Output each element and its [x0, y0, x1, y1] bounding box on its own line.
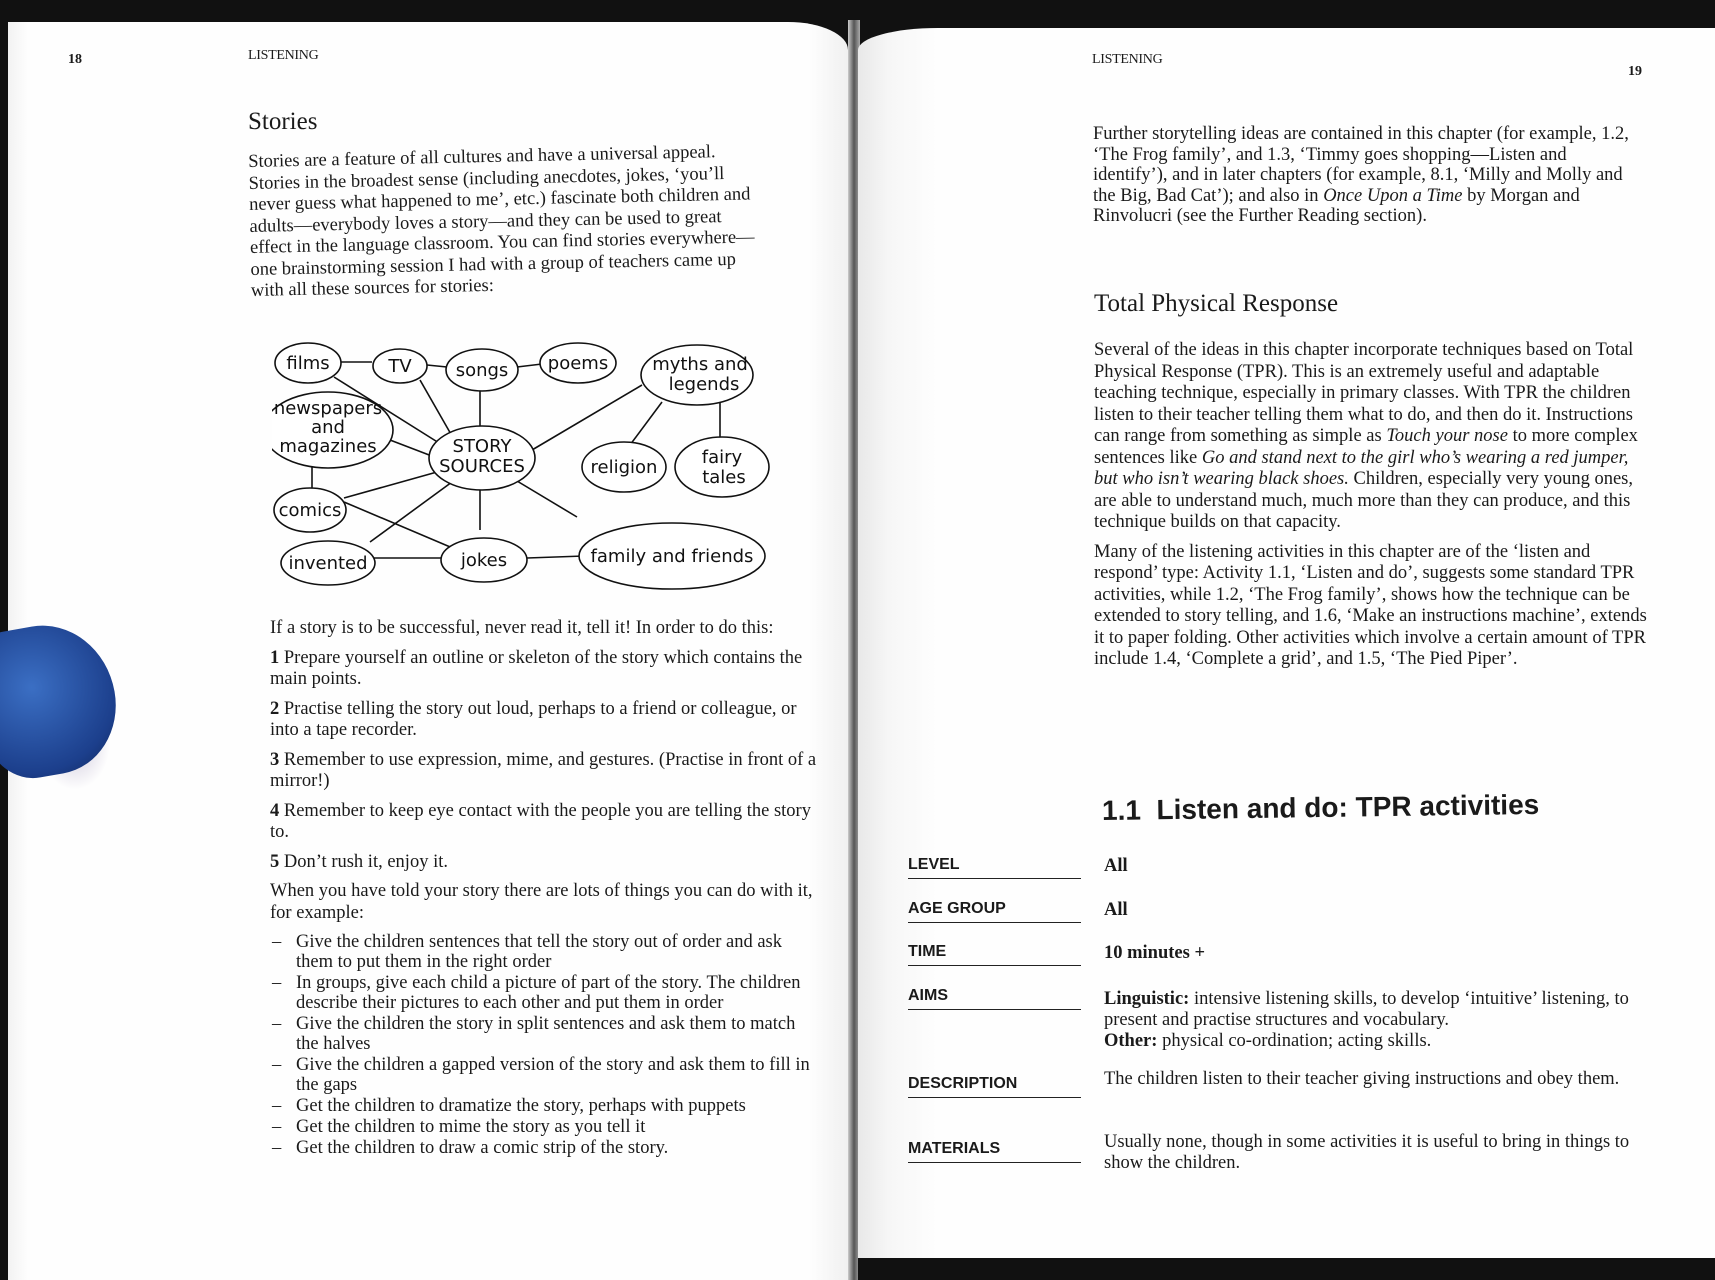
edge-songs-poems — [517, 364, 542, 367]
node-newspapers-label-1: newspapers — [273, 398, 383, 419]
node-poems-label: poems — [547, 353, 609, 374]
edge-tv-center — [420, 380, 452, 436]
activity-number: 1.1 — [1101, 794, 1142, 827]
edge-center-invented — [370, 482, 452, 542]
further-text: Further storytelling ideas are contained in this chapter (for example, 1.2, ‘The Frog family’, and 1.3, ‘Timmy goes shopping—Listen and identify’), and in later chapters (for example, 8.1, ‘Milly and Molly and the Big, Bad Cat’); and also in Once Upon a Time by Morgan and Rinvolucri (see the Further Reading section). — [1093, 124, 1629, 226]
center-label-2: SOURCES — [439, 456, 525, 477]
materials-label: MATERIALS — [908, 1140, 1081, 1163]
edge-tv-songs — [427, 365, 447, 367]
edge-center-myths — [532, 385, 642, 450]
edge-comics-jokes — [344, 502, 462, 552]
node-fairy-label-2: tales — [702, 467, 746, 488]
aims-value: Linguistic: intensive listening skills, to develop ‘intuitive’ listening, to present and practise structures and vocabulary. Other: physical co-ordination; acting skills. — [1104, 989, 1629, 1051]
description-label: DESCRIPTION — [908, 1075, 1081, 1098]
center-label-1: STORY — [452, 436, 512, 457]
level-label: LEVEL — [908, 856, 1081, 879]
section-title-tpr: Total Physical Response — [1094, 290, 1339, 317]
idea-item: – Give the children sentences that tell the story out of order and ask them to put them in the right order — [270, 932, 820, 972]
step-2: 2 Practise telling the story out loud, perhaps to a friend or colleague, or into a tape recorder. — [270, 698, 797, 740]
node-songs-label: songs — [455, 360, 509, 381]
right-page-number: 19 — [1628, 64, 1642, 79]
time-label: TIME — [908, 943, 1081, 966]
tpr-paragraph-1: Several of the ideas in this chapter incorporate techniques based on Total Physical Response (TPR). This is an extremely useful and adaptable teaching technique, especially in primary classes. With TPR the children listen to their teacher telling them what to do, and then do it. Instructions can range from something as simple as Touch your nose to more complex sentences like Go and stand next to the girl who’s wearing a red jumper, but who isn’t wearing black shoes. Children, especially very young ones, are able to understand much, much more than they can produce, and this technique builds on that capacity. — [1094, 340, 1638, 532]
idea-item: – Give the children a gapped version of the story and ask them to fill in the gaps — [270, 1055, 820, 1095]
node-tv-label: TV — [388, 356, 412, 377]
node-religion-label: religion — [590, 457, 658, 478]
steps-block — [270, 618, 820, 1159]
node-films-label: films — [286, 353, 330, 374]
edge-myths-religion — [630, 402, 662, 445]
book-title: Once Upon a Time — [1323, 185, 1463, 206]
intro-text: Stories are a feature of all cultures and have a universal appeal. Stories in the broadest sense (including anecdotes, jokes, ‘you’ll never guess what happened to me’, etc.) fascinate both children and adults—everybody loves a story—and they can be used to great effect in the language classroom. You can find stories everywhere—one brainstorming session I had with a group of teachers came up with all these sources for stories: — [248, 142, 755, 301]
level-value: All — [1104, 856, 1128, 876]
edge-comics-center — [344, 472, 437, 498]
idea-item: – Give the children the story in split sentences and ask them to match the halves — [270, 1014, 820, 1054]
activity-title: Listen and do: TPR activities — [1156, 788, 1540, 826]
section-title-stories: Stories — [248, 108, 318, 135]
time-value: 10 minutes + — [1104, 943, 1205, 963]
ideas-list — [270, 932, 820, 1158]
step-4: 4 Remember to keep eye contact with the people you are telling the story to. — [270, 800, 811, 842]
page-bottom-edge — [858, 1258, 1715, 1280]
tpr-paragraph-2: Many of the listening activities in this chapter are of the ‘listen and respond’ type: Activity 1.1, ‘Listen and do’, suggests some standard TPR activities, while 1.2, ‘The Frog family’, shows how the technique can be extended to story telling, and 1.6, ‘Make an instructions machine’, extends it to paper folding. Other activities which involve a certain amount of TPR include 1.4, ‘Complete a grid’, and 1.5, ‘The Pied Piper’. — [1094, 541, 1647, 669]
story-sources-diagram — [272, 330, 832, 590]
aims-label: AIMS — [908, 987, 1081, 1010]
after-paragraph: When you have told your story there are lots of things you can do with it, for example: — [270, 881, 813, 923]
right-running-head: LISTENING — [1092, 52, 1163, 67]
idea-item: – In groups, give each child a picture of part of the story. The children describe their pictures to each other and put them in order — [270, 973, 820, 1013]
node-newspapers-label-2: and — [311, 417, 345, 438]
further-ideas-paragraph — [1093, 124, 1638, 235]
tpr-paragraphs — [1094, 340, 1654, 679]
age-group-value: All — [1104, 900, 1128, 920]
description-value: The children listen to their teacher giving instructions and obey them. — [1104, 1069, 1620, 1089]
materials-value: Usually none, though in some activities it is useful to bring in things to show the children. — [1104, 1132, 1630, 1173]
node-myths-label-1: myths and — [652, 354, 748, 375]
age-group-label: AGE GROUP — [908, 900, 1081, 923]
edge-center-family — [512, 478, 577, 517]
idea-item: – Get the children to dramatize the story, perhaps with puppets — [270, 1096, 820, 1116]
node-comics-label: comics — [278, 500, 342, 521]
node-family-label: family and friends — [590, 546, 754, 567]
stories-intro-paragraph — [248, 141, 756, 310]
node-fairy-label-1: fairy — [701, 447, 743, 468]
node-myths-label-2: legends — [668, 374, 740, 395]
step-5: 5 Don’t rush it, enjoy it. — [270, 851, 448, 872]
node-invented-label: invented — [288, 553, 368, 574]
idea-item: – Get the children to draw a comic strip of the story. — [270, 1138, 820, 1158]
node-jokes-label: jokes — [460, 550, 508, 571]
idea-item: – Get the children to mime the story as you tell it — [270, 1117, 820, 1137]
step-1: 1 Prepare yourself an outline or skeleton of the story which contains the main points. — [270, 647, 803, 689]
tell-paragraph: If a story is to be successful, never read it, tell it! In order to do this: — [270, 618, 774, 638]
edge-jokes-family — [527, 556, 584, 558]
activity-heading — [1102, 789, 1540, 827]
step-3: 3 Remember to use expression, mime, and gestures. (Practise in front of a mirror!) — [270, 749, 817, 791]
left-running-head: LISTENING — [248, 48, 319, 63]
left-page-number: 18 — [68, 52, 82, 67]
node-newspapers-label-3: magazines — [279, 436, 377, 457]
